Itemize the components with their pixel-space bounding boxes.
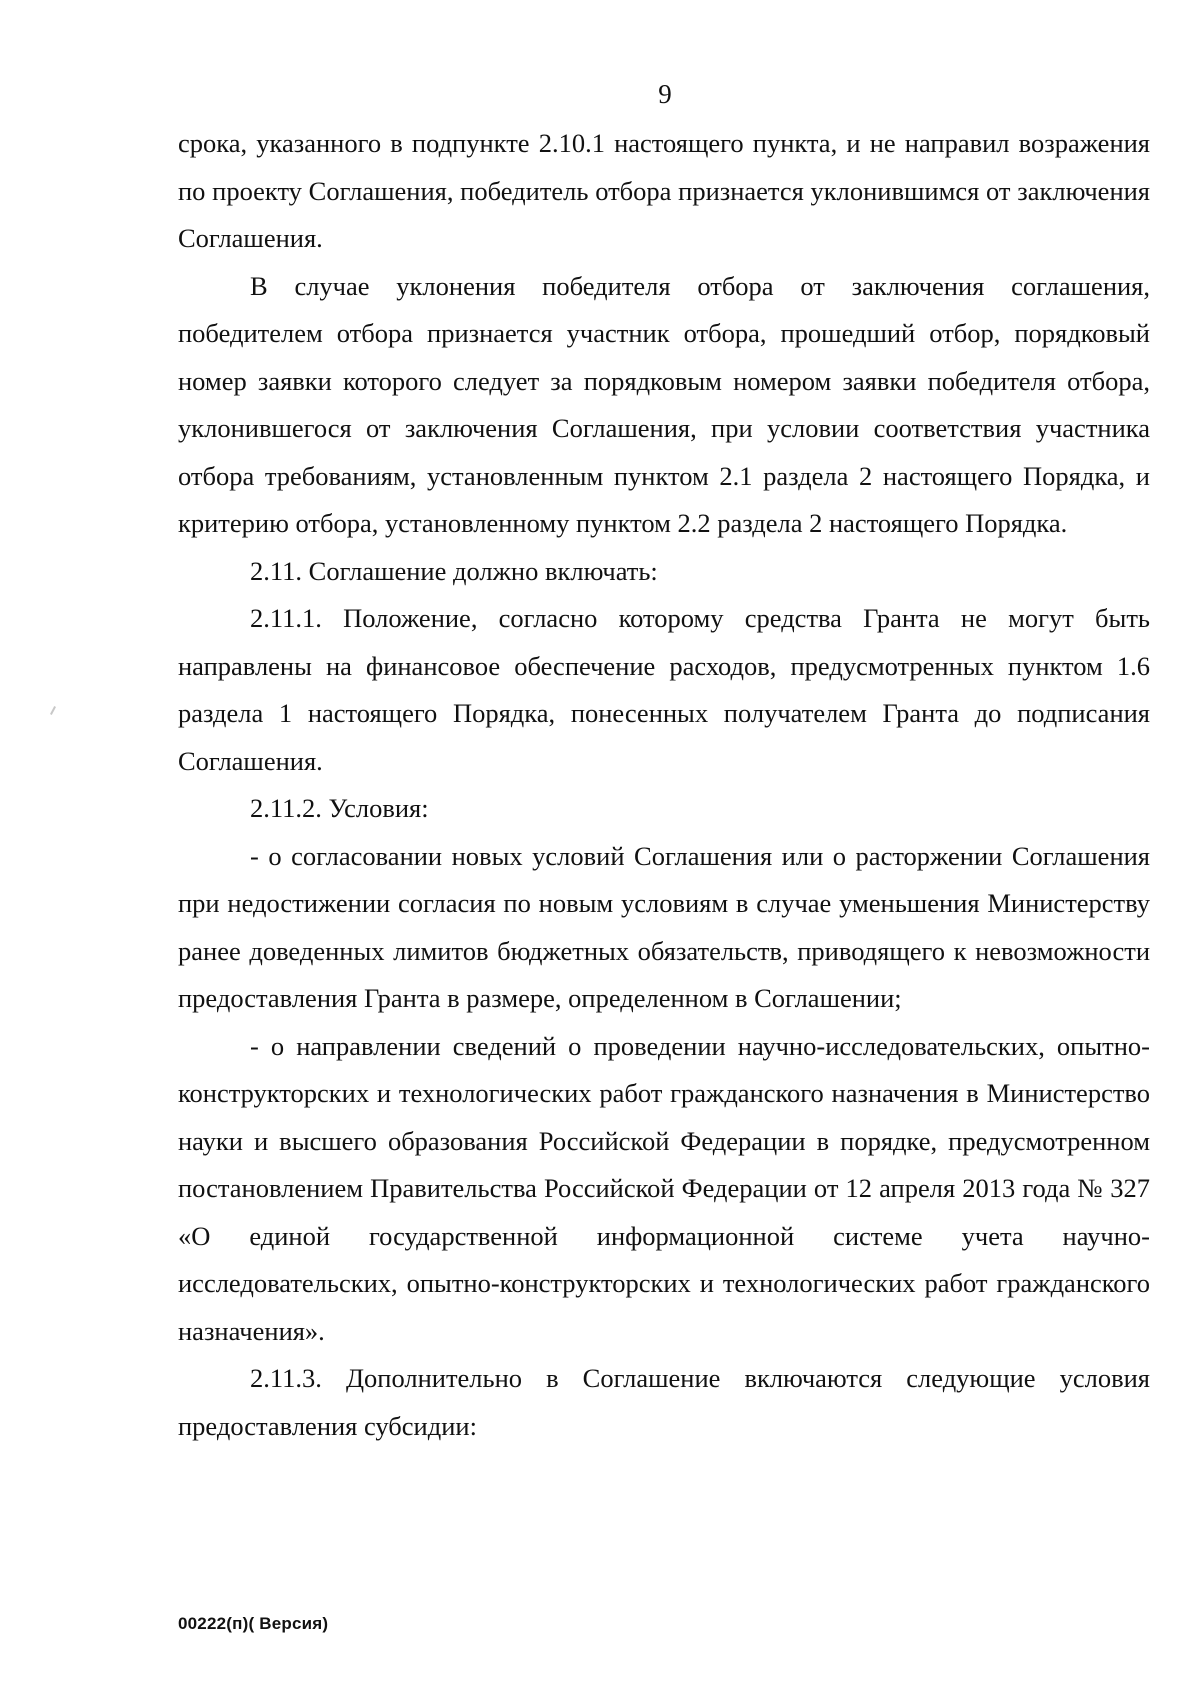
document-footer-code: 00222(п)( Версия) bbox=[178, 1614, 329, 1633]
list-item-new-conditions: - о согласовании новых условий Соглашения или о расторжении Соглашения при недостижении согласия по новым условиям в случае уменьшения Министерству ранее доведенных лимитов бюджетных обязательств, приводящего к невозможности предоставления Гранта в размере, определенном в Соглашении; bbox=[178, 840, 1150, 1013]
page-number: 9 bbox=[658, 79, 672, 109]
document-body bbox=[178, 120, 1150, 1450]
list-item-research-reporting: - о направлении сведений о проведении научно-исследовательских, опытно-конструкторских и технологических работ гражданского назначения в Министерство науки и высшего образования Российской Федерации в порядке, предусмотренном постановлением Правительства Российской Федерации от 12 апреля 2013 года № 327 «О единой государственной информационной системе учета научно-исследовательских, опытно-конструкторских и технологических работ гражданского назначения». bbox=[178, 1030, 1150, 1346]
paragraph-2-11: 2.11. Соглашение должно включать: bbox=[250, 555, 658, 586]
paragraph-2-11-2: 2.11.2. Условия: bbox=[250, 793, 429, 823]
paragraph-2-11-1: 2.11.1. Положение, согласно которому средства Гранта не могут быть направлены на финансовое обеспечение расходов, предусмотренных пунктом 1.6 раздела 1 настоящего Порядка, понесенных получателем Гранта до подписания Соглашения. bbox=[178, 603, 1150, 776]
paragraph-2-11-3: 2.11.3. Дополнительно в Соглашение включаются следующие условия предоставления субсидии: bbox=[178, 1363, 1150, 1441]
scan-artifact bbox=[50, 706, 56, 715]
paragraph-continuation: срока, указанного в подпункте 2.10.1 настоящего пункта, и не направил возражения по проекту Соглашения, победитель отбора признается уклонившимся от заключения Соглашения. bbox=[178, 128, 1150, 253]
paragraph-evasion-rule: В случае уклонения победителя отбора от заключения соглашения, победителем отбора признается участник отбора, прошедший отбор, порядковый номер заявки которого следует за порядковым номером заявки победителя отбора, уклонившегося от заключения Соглашения, при условии соответствия участника отбора требованиям, установленным пунктом 2.1 раздела 2 настоящего Порядка, и критерию отбора, установленному пунктом 2.2 раздела 2 настоящего Порядка. bbox=[178, 270, 1150, 538]
